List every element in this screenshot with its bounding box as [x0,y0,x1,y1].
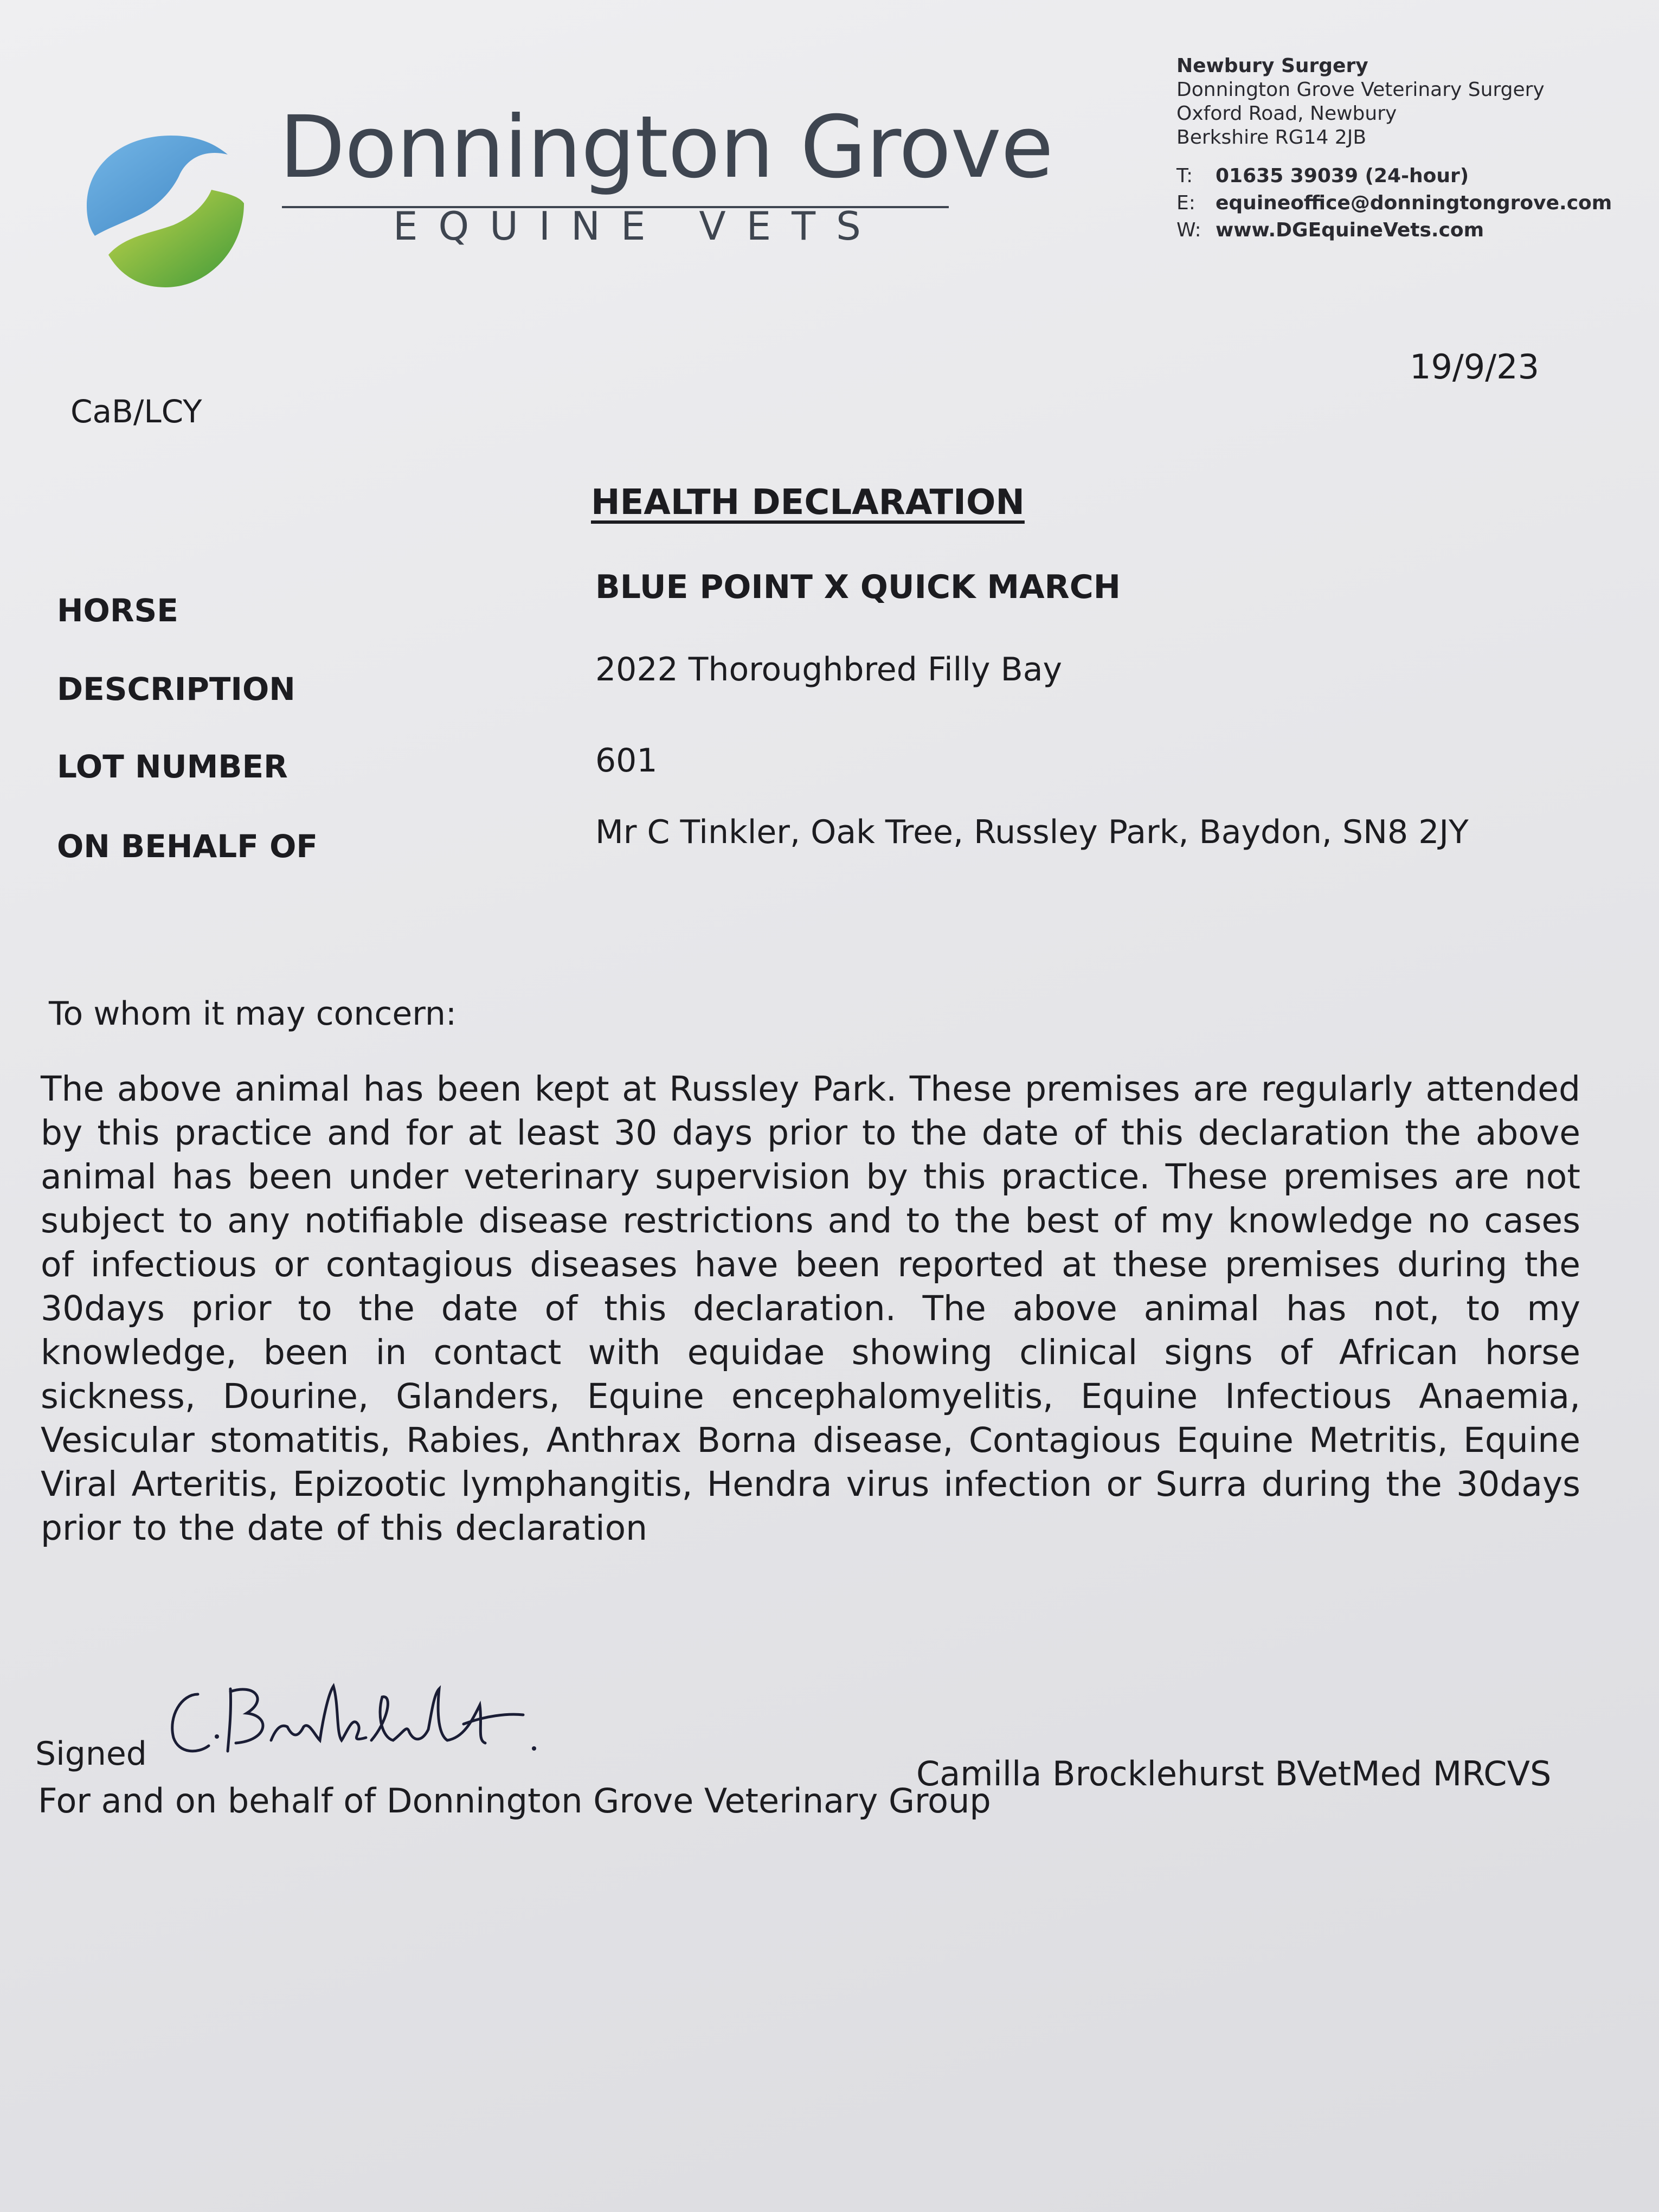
document-title: HEALTH DECLARATION [591,483,1025,523]
address-line: Oxford Road, Newbury [1176,102,1397,125]
field-label-description: DESCRIPTION [57,671,295,708]
contact-email [1176,190,1612,217]
address-line: Newbury Surgery [1176,55,1368,77]
contact-website [1176,217,1612,244]
letter-reference: CaB/LCY [70,393,202,430]
address-line: Berkshire RG14 2JB [1176,126,1367,149]
salutation: To whom it may concern: [49,995,457,1033]
field-label-horse: HORSE [57,592,178,629]
contact-label: W: [1176,219,1201,241]
practice-address [1176,54,1545,150]
signature-image [160,1673,561,1776]
brand-subtitle: EQUINE VETS [393,203,882,249]
email-address: equineoffice@donningtongrove.com [1216,192,1612,214]
phone-number: 01635 39039 (24-hour) [1216,165,1469,187]
field-value-horse: BLUE POINT X QUICK MARCH [595,568,1121,606]
contact-label: T: [1176,165,1193,187]
on-behalf-line: For and on behalf of Donnington Grove Veterinary Group [38,1781,991,1821]
practice-contacts [1176,163,1612,244]
field-value-on-behalf-of: Mr C Tinkler, Oak Tree, Russley Park, Baydon, SN8 2JY [595,813,1469,851]
logo-icon [76,125,255,293]
field-value-description: 2022 Thoroughbred Filly Bay [595,651,1063,689]
signatory-name: Camilla Brocklehurst BVetMed MRCVS [916,1754,1552,1793]
letter-date: 19/9/23 [1410,347,1540,387]
address-line: Donnington Grove Veterinary Surgery [1176,79,1545,101]
field-label-lot-number: LOT NUMBER [57,748,288,785]
field-value-lot-number: 601 [595,742,658,780]
brand-name: Donnington Grove [279,98,1053,197]
contact-phone [1176,163,1612,190]
signed-label: Signed [35,1735,147,1773]
declaration-body: The above animal has been kept at Russley Park. These premises are regularly attended by this practice and for at least 30 days prior to the date of this declaration the above animal has been under veterinary supervision by this practice. These premises are not subject to any notifiable disease restrictions and to the best of my knowledge no cases of infectious or contagious diseases have been reported at these premises during the 30days prior to the date of this declaration. The above animal has not, to my knowledge, been in contact with equidae showing clinical signs of African horse sickness, Dourine, Glanders, Equine encephalomyelitis, Equine Infectious Anaemia, Vesicular stomatitis, Rabies, Anthrax Borna disease, Contagious Equine Metritis, Equine Viral Arteritis, Epizootic lymphangitis, Hendra virus infection or Surra during the 30days prior to the date of this declaration [41,1069,1580,1548]
website-url: www.DGEquineVets.com [1216,219,1484,241]
field-label-on-behalf-of: ON BEHALF OF [57,828,318,865]
contact-label: E: [1176,192,1195,214]
